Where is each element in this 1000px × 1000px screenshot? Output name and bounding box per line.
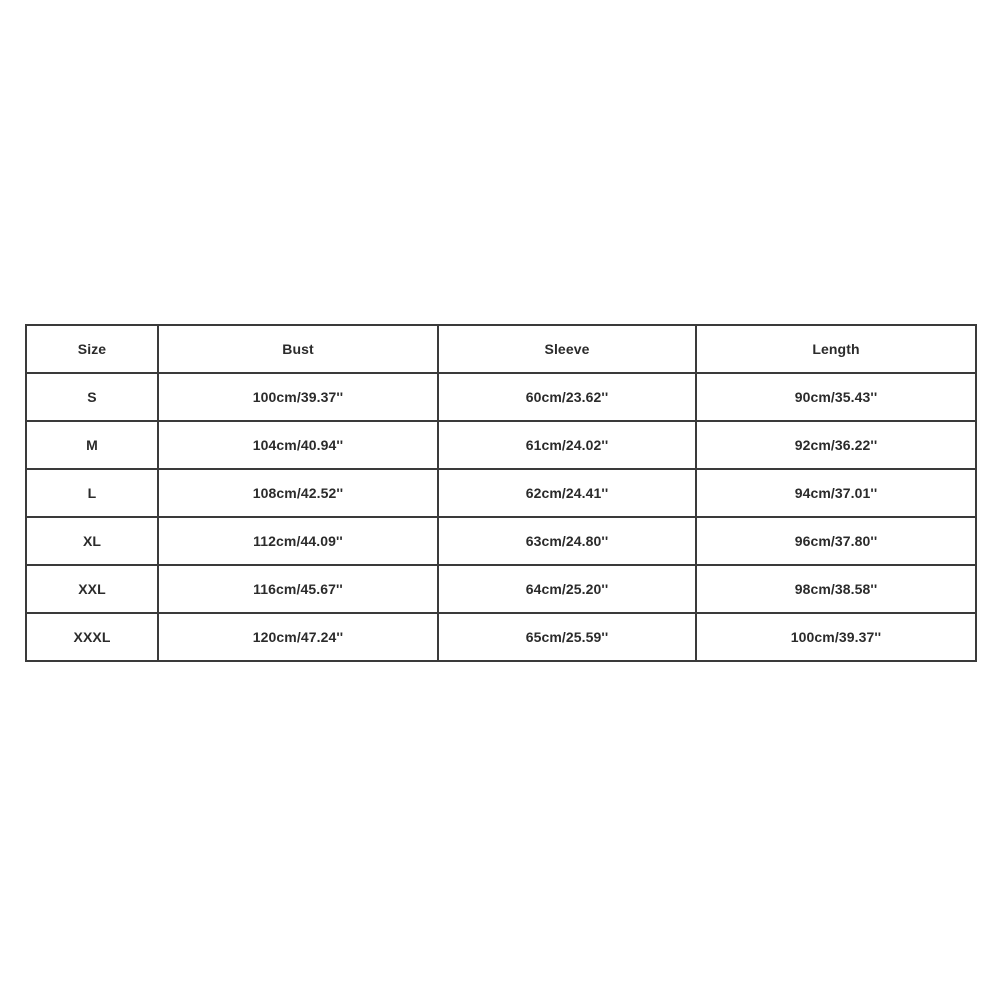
sleeve-cell: 65cm/25.59'' <box>438 613 696 661</box>
column-header-length: Length <box>696 325 976 373</box>
bust-cell: 104cm/40.94'' <box>158 421 438 469</box>
sleeve-cell: 63cm/24.80'' <box>438 517 696 565</box>
size-cell: M <box>26 421 158 469</box>
sleeve-cell: 62cm/24.41'' <box>438 469 696 517</box>
table-row <box>26 469 976 517</box>
length-cell: 98cm/38.58'' <box>696 565 976 613</box>
table-row <box>26 613 976 661</box>
table-row <box>26 373 976 421</box>
bust-cell: 100cm/39.37'' <box>158 373 438 421</box>
bust-cell: 120cm/47.24'' <box>158 613 438 661</box>
table-header <box>26 325 976 373</box>
size-cell: XL <box>26 517 158 565</box>
table-row <box>26 517 976 565</box>
bust-cell: 112cm/44.09'' <box>158 517 438 565</box>
length-cell: 100cm/39.37'' <box>696 613 976 661</box>
bust-cell: 116cm/45.67'' <box>158 565 438 613</box>
header-row <box>26 325 976 373</box>
sleeve-cell: 61cm/24.02'' <box>438 421 696 469</box>
sleeve-cell: 64cm/25.20'' <box>438 565 696 613</box>
table-body <box>26 373 976 661</box>
length-cell: 94cm/37.01'' <box>696 469 976 517</box>
size-cell: L <box>26 469 158 517</box>
size-cell: S <box>26 373 158 421</box>
column-header-sleeve: Sleeve <box>438 325 696 373</box>
length-cell: 96cm/37.80'' <box>696 517 976 565</box>
column-header-size: Size <box>26 325 158 373</box>
size-cell: XXXL <box>26 613 158 661</box>
length-cell: 90cm/35.43'' <box>696 373 976 421</box>
table-row <box>26 565 976 613</box>
size-cell: XXL <box>26 565 158 613</box>
length-cell: 92cm/36.22'' <box>696 421 976 469</box>
size-chart-table <box>25 324 977 662</box>
table-row <box>26 421 976 469</box>
column-header-bust: Bust <box>158 325 438 373</box>
bust-cell: 108cm/42.52'' <box>158 469 438 517</box>
sleeve-cell: 60cm/23.62'' <box>438 373 696 421</box>
